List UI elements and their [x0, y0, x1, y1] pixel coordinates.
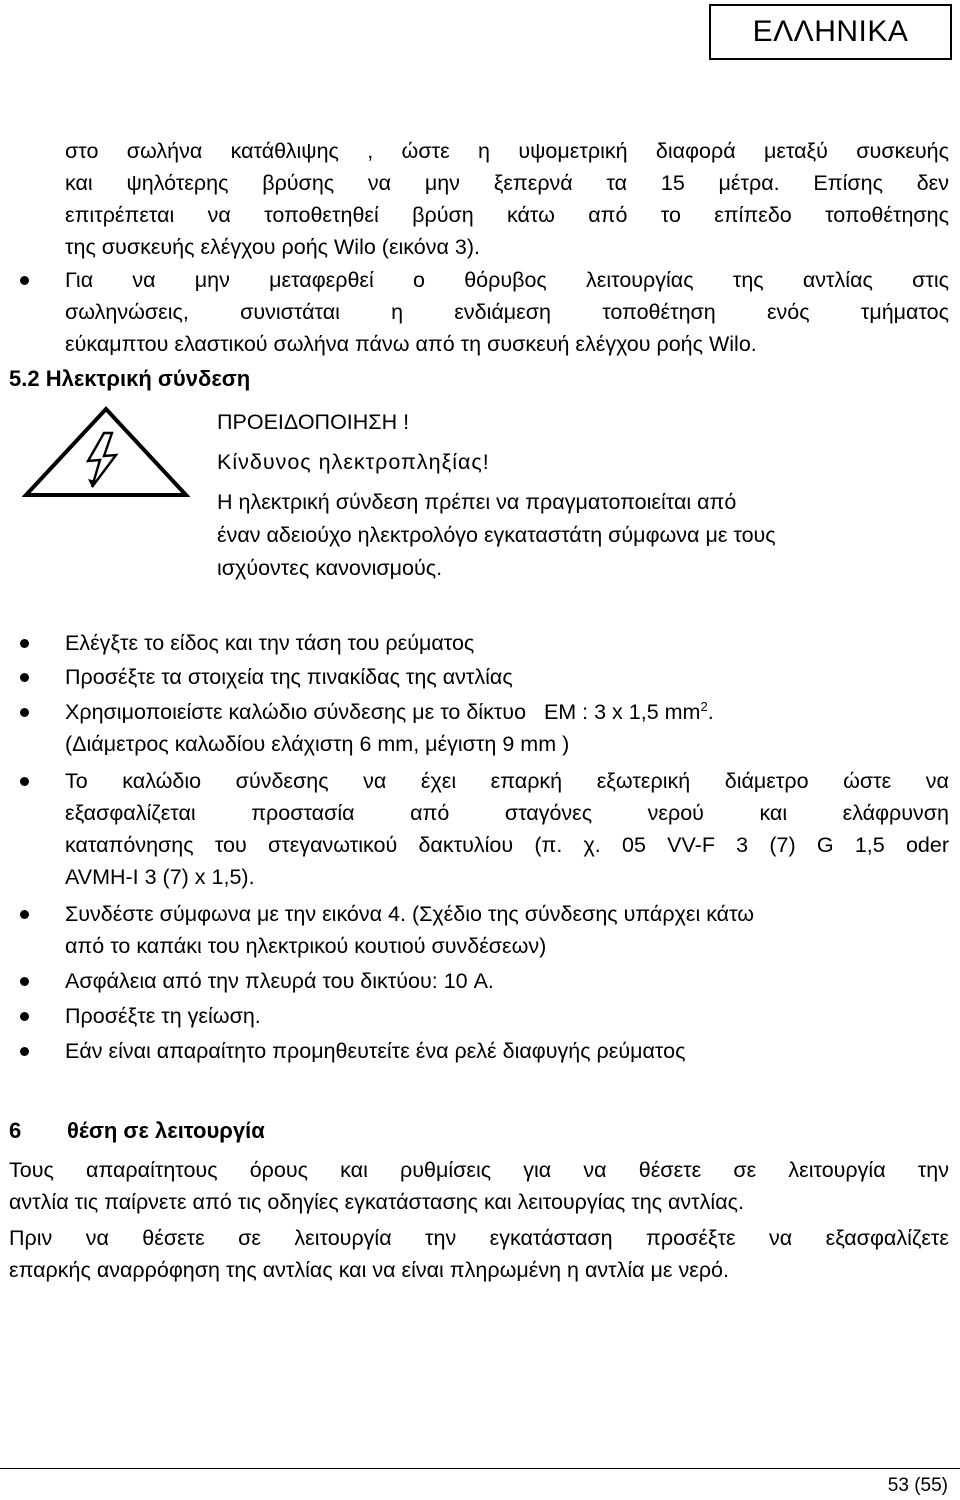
text-line: σωληνώσεις, συνιστάται η ενδιάμεση τοποθέτηση ενός τμήματος: [65, 300, 949, 324]
text-line: Ασφάλεια από την πλευρά του δικτύου: 10 A.: [65, 969, 494, 993]
footer-divider: [0, 1468, 960, 1469]
bullet-icon: [20, 276, 29, 285]
text-line: της συσκευής ελέγχου ροής Wilo (εικόνα 3).: [65, 235, 480, 259]
checklist-item: [65, 661, 949, 693]
noise-bullet-text: [65, 264, 949, 360]
period: .: [707, 700, 714, 724]
text-line: AVMH-I 3 (7) x 1,5).: [65, 865, 255, 889]
text-line: και ψηλότερης βρύσης να μην ξεπερνά τα 15 μέτρα. Επίσης δεν: [65, 171, 949, 195]
text-line: εύκαμπτου ελαστικού σωλήνα πάνω από τη συσκευή ελέγχου ροής Wilo.: [65, 332, 757, 356]
checklist-item: [65, 1000, 949, 1032]
text-line: Προσέξτε τα στοιχεία της πινακίδας της αντλίας: [65, 665, 513, 689]
bullet-icon: [20, 910, 29, 919]
language-label: ΕΛΛΗΝΙΚΑ: [709, 4, 952, 60]
text-line: εξασφαλίζεται προστασία από σταγόνες νερού και ελάφρυνση: [65, 801, 949, 825]
text-line: Ελέγξτε το είδος και την τάση του ρεύματος: [65, 631, 475, 655]
checklist-item: [65, 696, 949, 760]
text-line: (Διάμετρος καλωδίου ελάχιστη 6 mm, μέγιστη 9 mm ): [65, 732, 570, 756]
page-number: 53 (55): [887, 1475, 948, 1496]
text-line: Εάν είναι απαραίτητο προμηθευτείτε ένα ρελέ διαφυγής ρεύματος: [65, 1039, 686, 1063]
text-line: Η ηλεκτρική σύνδεση πρέπει να πραγματοποιείται από: [217, 490, 737, 514]
bullet-icon: [20, 708, 29, 717]
text-line: Το καλώδιο σύνδεσης να έχει επαρκή εξωτερική διάμετρο ώστε να: [65, 769, 949, 793]
text-line: ισχύοντες κανονισμούς.: [217, 556, 443, 580]
text-line: [65, 696, 949, 728]
warning-title: ΠΡΟΕΙΔΟΠΟΙΗΣΗ !: [217, 410, 410, 434]
section-6-paragraph-1: [9, 1154, 949, 1218]
text-line: επιτρέπεται να τοποθετηθεί βρύση κάτω από το επίπεδο τοποθέτησης: [65, 203, 949, 227]
checklist-item: [65, 898, 949, 962]
checklist-item: [65, 1035, 949, 1067]
checklist-item: [65, 965, 949, 997]
text-line: Πριν να θέσετε σε λειτουργία την εγκατάσταση προσέξτε να εξασφαλίζετε: [9, 1226, 949, 1250]
warning-subtitle: Κίνδυνος ηλεκτροπληξίας!: [217, 450, 490, 474]
section-heading-6: θέση σε λειτουργία: [67, 1118, 265, 1143]
text-line: Για να μην μεταφερθεί ο θόρυβος λειτουργίας της αντλίας στις: [65, 268, 949, 292]
bullet-icon: [20, 639, 29, 648]
cable-spec-text: Χρησιμοποιείστε καλώδιο σύνδεσης με το δίκτυο ΕΜ : 3 x 1,5 mm: [65, 700, 701, 724]
bullet-icon: [20, 977, 29, 986]
bullet-icon: [20, 673, 29, 682]
section-6-paragraph-2: [9, 1222, 949, 1286]
text-line: Συνδέστε σύμφωνα με την εικόνα 4. (Σχέδιο της σύνδεσης υπάρχει κάτω: [65, 902, 755, 926]
text-line: καταπόνησης του στεγανωτικού δακτυλίου (π. χ. 05 VV-F 3 (7) G 1,5 oder: [65, 833, 949, 857]
bullet-icon: [20, 1047, 29, 1056]
checklist-item: [65, 627, 949, 659]
text-line: επαρκής αναρρόφηση της αντλίας και να είναι πληρωμένη η αντλία με νερό.: [9, 1258, 729, 1282]
superscript: 2: [700, 698, 708, 714]
text-line: στο σωλήνα κατάθλιψης , ώστε η υψομετρική διαφορά μεταξύ συσκευής: [65, 139, 949, 163]
electric-hazard-icon: [22, 405, 190, 498]
text-line: Τους απαραίτητους όρους και ρυθμίσεις για να θέσετε σε λειτουργία την: [9, 1158, 949, 1182]
text-line: από το καπάκι του ηλεκτρικού κουτιού συνδέσεων): [65, 934, 547, 958]
text-line: αντλία τις παίρνετε από τις οδηγίες εγκατάστασης και λειτουργίας της αντλίας.: [9, 1190, 744, 1214]
warning-text: [217, 486, 947, 585]
bullet-icon: [20, 1012, 29, 1021]
text-line: Προσέξτε τη γείωση.: [65, 1004, 261, 1028]
bullet-icon: [20, 777, 29, 786]
section-heading-5-2: 5.2 Ηλεκτρική σύνδεση: [9, 366, 251, 391]
section-number-6: 6: [9, 1118, 22, 1143]
intro-paragraph: [65, 135, 949, 263]
text-line: έναν αδειούχο ηλεκτρολόγο εγκαταστάτη σύμφωνα με τους: [217, 523, 776, 547]
checklist-item: [65, 765, 949, 893]
